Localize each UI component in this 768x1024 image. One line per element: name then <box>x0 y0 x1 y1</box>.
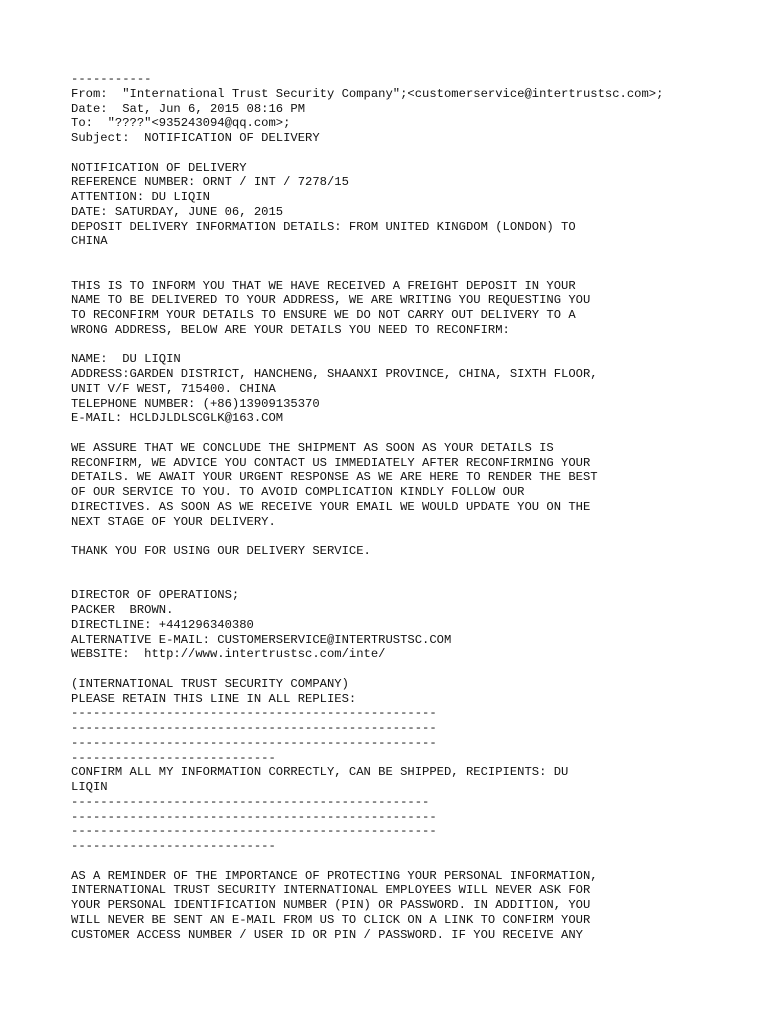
deposit-details-line-2: CHINA <box>71 234 108 249</box>
reminder-line: WILL NEVER BE SENT AN E-MAIL FROM US TO CLICK ON A LINK TO CONFIRM YOUR <box>71 912 591 927</box>
signature-block <box>71 588 751 662</box>
intro-paragraph <box>71 279 751 338</box>
company-block <box>71 677 751 707</box>
deposit-details-line-1: DEPOSIT DELIVERY INFORMATION DETAILS: FROM UNITED KINGDOM (LONDON) TO <box>71 219 576 234</box>
dash-line: -------------------------------------------------- <box>71 809 437 824</box>
reference-number: REFERENCE NUMBER: ORNT / INT / 7278/15 <box>71 175 349 190</box>
header-subject: Subject: NOTIFICATION OF DELIVERY <box>71 131 320 145</box>
reminder-line: YOUR PERSONAL IDENTIFICATION NUMBER (PIN) OR PASSWORD. IN ADDITION, YOU <box>71 898 591 912</box>
dash-line: -------------------------------------------------- <box>71 824 437 839</box>
dash-divider-bottom <box>71 795 751 854</box>
dash-line: ---------------------------- <box>71 750 276 765</box>
dash-line: -------------------------------------------------- <box>71 721 437 735</box>
intro-line: TO RECONFIRM YOUR DETAILS TO ENSURE WE DO NOT CARRY OUT DELIVERY TO A <box>71 308 576 322</box>
thanks-line: THANK YOU FOR USING OUR DELIVERY SERVICE. <box>71 544 371 558</box>
recipient-email: E-MAIL: HCLDJLDLSCGLK@163.COM <box>71 411 284 426</box>
confirm-block <box>71 765 751 795</box>
assurance-line: WE ASSURE THAT WE CONCLUDE THE SHIPMENT AS SOON AS YOUR DETAILS IS <box>71 440 554 455</box>
reminder-paragraph <box>71 869 751 943</box>
recipient-details <box>71 352 751 426</box>
recipient-telephone: TELEPHONE NUMBER: (+86)13909135370 <box>71 396 320 411</box>
blank-line <box>71 146 751 161</box>
blank-line <box>71 529 751 544</box>
dash-line: ---------------------------- <box>71 839 276 853</box>
attention-line: ATTENTION: DU LIQIN <box>71 190 210 204</box>
notice-title: NOTIFICATION OF DELIVERY <box>71 160 247 175</box>
confirm-line: LIQIN <box>71 780 108 794</box>
recipient-name: NAME: DU LIQIN <box>71 352 181 367</box>
blank-line <box>71 426 751 441</box>
company-name: (INTERNATIONAL TRUST SECURITY COMPANY) <box>71 676 349 691</box>
notice-date: DATE: SATURDAY, JUNE 06, 2015 <box>71 204 284 219</box>
header-to: To: "????"<935243094@qq.com>; <box>71 116 291 131</box>
email-header <box>71 72 751 146</box>
blank-line <box>71 249 751 264</box>
reminder-line: INTERNATIONAL TRUST SECURITY INTERNATIONAL EMPLOYEES WILL NEVER ASK FOR <box>71 883 591 898</box>
recipient-address-line-1: ADDRESS:GARDEN DISTRICT, HANCHENG, SHAANXI PROVINCE, CHINA, SIXTH FLOOR, <box>71 367 598 381</box>
retain-line-notice: PLEASE RETAIN THIS LINE IN ALL REPLIES: <box>71 691 357 706</box>
assurance-paragraph <box>71 441 751 530</box>
assurance-line: RECONFIRM, WE ADVICE YOU CONTACT US IMMEDIATELY AFTER RECONFIRMING YOUR <box>71 455 591 470</box>
recipient-address-line-2: UNIT V/F WEST, 715400. CHINA <box>71 381 276 396</box>
intro-line: WRONG ADDRESS, BELOW ARE YOUR DETAILS YOU NEED TO RECONFIRM: <box>71 322 510 337</box>
blank-line <box>71 559 751 574</box>
reminder-line: CUSTOMER ACCESS NUMBER / USER ID OR PIN / PASSWORD. IF YOU RECEIVE ANY <box>71 927 583 942</box>
signature-directline: DIRECTLINE: +441296340380 <box>71 617 254 632</box>
assurance-line: DIRECTIVES. AS SOON AS WE RECEIVE YOUR EMAIL WE WOULD UPDATE YOU ON THE <box>71 499 591 514</box>
signature-name: PACKER BROWN. <box>71 603 174 617</box>
blank-line <box>71 574 751 589</box>
dash-line: ------------------------------------------------- <box>71 794 430 809</box>
signature-role: DIRECTOR OF OPERATIONS; <box>71 588 240 603</box>
confirm-line: CONFIRM ALL MY INFORMATION CORRECTLY, CAN BE SHIPPED, RECIPIENTS: DU <box>71 765 569 780</box>
dash-line: -------------------------------------------------- <box>71 735 437 750</box>
notice-block <box>71 161 751 250</box>
intro-line: THIS IS TO INFORM YOU THAT WE HAVE RECEIVED A FREIGHT DEPOSIT IN YOUR <box>71 278 576 293</box>
assurance-line: NEXT STAGE OF YOUR DELIVERY. <box>71 514 276 529</box>
email-document <box>71 72 751 942</box>
signature-alt-email: ALTERNATIVE E-MAIL: CUSTOMERSERVICE@INTERTRUSTSC.COM <box>71 632 452 647</box>
dash-divider-top <box>71 706 751 765</box>
intro-line: NAME TO BE DELIVERED TO YOUR ADDRESS, WE ARE WRITING YOU REQUESTING YOU <box>71 293 591 308</box>
signature-website: WEBSITE: http://www.intertrustsc.com/inte/ <box>71 647 386 662</box>
assurance-line: DETAILS. WE AWAIT YOUR URGENT RESPONSE AS WE ARE HERE TO RENDER THE BEST <box>71 470 598 485</box>
blank-line <box>71 338 751 353</box>
header-from: From: "International Trust Security Company";<customerservice@intertrustsc.com>; <box>71 86 664 101</box>
header-separator: ----------- <box>71 72 152 86</box>
dash-line: -------------------------------------------------- <box>71 706 437 721</box>
blank-line <box>71 854 751 869</box>
blank-line <box>71 264 751 279</box>
blank-line <box>71 662 751 677</box>
header-date: Date: Sat, Jun 6, 2015 08:16 PM <box>71 101 306 116</box>
reminder-line: AS A REMINDER OF THE IMPORTANCE OF PROTECTING YOUR PERSONAL INFORMATION, <box>71 868 598 883</box>
assurance-line: OF OUR SERVICE TO YOU. TO AVOID COMPLICATION KINDLY FOLLOW OUR <box>71 485 525 499</box>
